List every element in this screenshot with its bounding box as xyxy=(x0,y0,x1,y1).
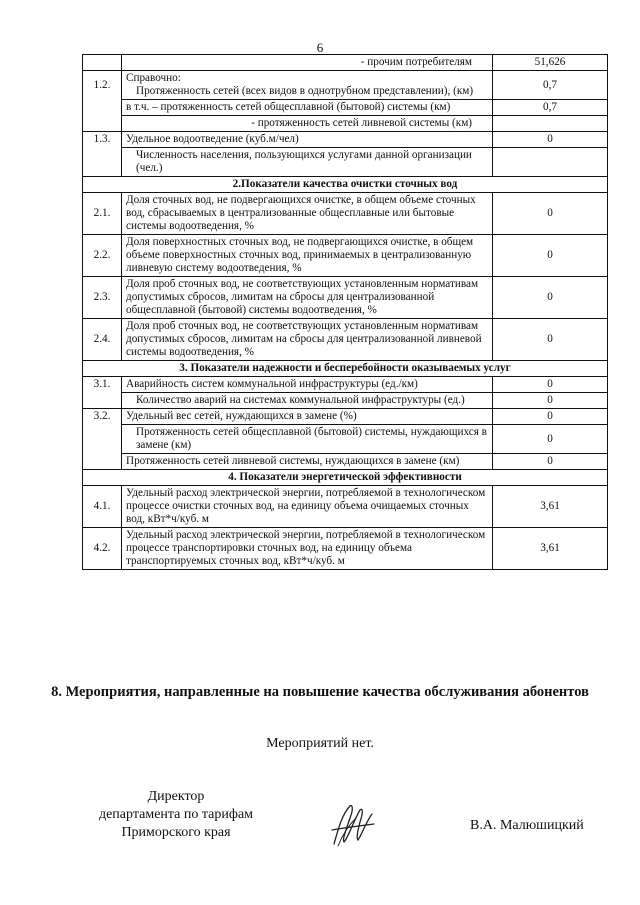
row-number: 2.2. xyxy=(83,235,122,277)
signer-title xyxy=(78,788,274,842)
row-number xyxy=(83,100,122,116)
row-description: Удельный расход электрической энергии, потребляемой в технологическом процессе транспортировки сточных вод, на единицу объема транспортируемых сточных вод, кВт*ч/куб. м xyxy=(122,528,493,570)
row-description: - протяженность сетей ливневой системы (км) xyxy=(122,116,493,132)
table-section-row xyxy=(83,177,608,193)
table-row xyxy=(83,393,608,409)
table-row xyxy=(83,277,608,319)
reference-label: Справочно: xyxy=(126,72,181,84)
row-number: 2.1. xyxy=(83,193,122,235)
row-value: 0 xyxy=(493,425,608,454)
row-number: 3.1. xyxy=(83,377,122,393)
table-row xyxy=(83,528,608,570)
table-row xyxy=(83,193,608,235)
row-description: Численность населения, пользующихся услугами данной организации (чел.) xyxy=(122,148,493,177)
table-row xyxy=(83,235,608,277)
row-description: в т.ч. – протяженность сетей общесплавной (бытовой) системы (км) xyxy=(122,100,493,116)
indicators-table-body xyxy=(83,55,608,570)
row-description: Доля проб сточных вод, не соответствующих установленным нормативам допустимых сбросов, лимитам на сбросы для централизованной общесплавной (бытовой) системы водоотведения, % xyxy=(122,277,493,319)
row-number: 1.3. xyxy=(83,132,122,148)
table-row xyxy=(83,100,608,116)
table-row xyxy=(83,425,608,454)
table-row xyxy=(83,409,608,425)
row-value: 0 xyxy=(493,319,608,361)
signer-title-line-2: департамента по тарифам xyxy=(98,807,254,822)
section-heading: 8. Мероприятия, направленные на повышение качества обслуживания абонентов xyxy=(51,684,589,700)
row-description: Удельное водоотведение (куб.м/чел) xyxy=(122,132,493,148)
handwritten-signature xyxy=(328,800,378,850)
row-description: Удельный расход электрической энергии, потребляемой в технологическом процессе очистки сточных вод, на единицу объема очищаемых сточных вод, кВт*ч/куб. м xyxy=(122,486,493,528)
row-value: 0 xyxy=(493,454,608,470)
row-description: Количество аварий на системах коммунальной инфраструктуры (ед.) xyxy=(122,393,493,409)
measures-text: Мероприятий нет. xyxy=(266,736,374,751)
row-value: 3,61 xyxy=(493,528,608,570)
reference-text: Протяженность сетей (всех видов в однотрубном представлении), (км) xyxy=(136,85,474,97)
page-number: 6 xyxy=(316,40,324,55)
row-description: Доля проб сточных вод, не соответствующих установленным нормативам допустимых сбросов, лимитам на сбросы для централизованной ливневой системы водоотведения, % xyxy=(122,319,493,361)
table-row xyxy=(83,132,608,148)
table-row xyxy=(83,377,608,393)
row-number xyxy=(83,393,122,409)
row-description: Протяженность сетей общесплавной (бытовой) системы, нуждающихся в замене (км) xyxy=(122,425,493,454)
row-value: 0 xyxy=(493,235,608,277)
row-value: 3,61 xyxy=(493,486,608,528)
table-row xyxy=(83,454,608,470)
section-title: 4. Показатели энергетической эффективности xyxy=(83,470,608,486)
table-section-row xyxy=(83,361,608,377)
row-value xyxy=(493,148,608,177)
row-number xyxy=(83,148,122,177)
signer-name: В.А. Малюшицкий xyxy=(470,818,584,833)
row-value: 0 xyxy=(493,277,608,319)
row-value: 0,7 xyxy=(493,71,608,100)
table-row xyxy=(83,71,608,100)
row-number: 2.3. xyxy=(83,277,122,319)
row-number xyxy=(83,55,122,71)
table-row xyxy=(83,116,608,132)
table-row xyxy=(83,319,608,361)
table-row xyxy=(83,148,608,177)
row-description: Удельный вес сетей, нуждающихся в замене (%) xyxy=(122,409,493,425)
row-description: - прочим потребителям xyxy=(122,55,493,71)
section-title: 3. Показатели надежности и бесперебойности оказываемых услуг xyxy=(83,361,608,377)
row-value: 0 xyxy=(493,377,608,393)
row-value: 0 xyxy=(493,193,608,235)
row-value xyxy=(493,116,608,132)
row-description xyxy=(122,71,493,100)
row-number xyxy=(83,454,122,470)
row-value: 0 xyxy=(493,132,608,148)
table-section-row xyxy=(83,470,608,486)
row-value: 0 xyxy=(493,393,608,409)
row-description: Доля сточных вод, не подвергающихся очистке, в общем объеме сточных вод, сбрасываемых в централизованные общесплавные или бытовые системы водоотведения, % xyxy=(122,193,493,235)
row-value: 51,626 xyxy=(493,55,608,71)
section-title: 2.Показатели качества очистки сточных вод xyxy=(83,177,608,193)
row-description: Доля поверхностных сточных вод, не подвергающихся очистке, в общем объеме поверхностных сточных вод, принимаемых в централизованную ливневую систему водоотведения, % xyxy=(122,235,493,277)
row-value: 0 xyxy=(493,409,608,425)
row-number xyxy=(83,116,122,132)
row-description: Протяженность сетей ливневой системы, нуждающихся в замене (км) xyxy=(122,454,493,470)
row-number: 3.2. xyxy=(83,409,122,425)
row-number: 4.1. xyxy=(83,486,122,528)
table-row xyxy=(83,486,608,528)
row-value: 0,7 xyxy=(493,100,608,116)
row-number: 2.4. xyxy=(83,319,122,361)
signer-title-line-3: Приморского края xyxy=(121,825,231,840)
table-row xyxy=(83,55,608,71)
row-number: 1.2. xyxy=(83,71,122,100)
signer-title-line-1: Директор xyxy=(147,789,205,804)
row-description: Аварийность систем коммунальной инфраструктуры (ед./км) xyxy=(122,377,493,393)
row-number: 4.2. xyxy=(83,528,122,570)
indicators-table xyxy=(82,54,608,570)
row-number xyxy=(83,425,122,454)
